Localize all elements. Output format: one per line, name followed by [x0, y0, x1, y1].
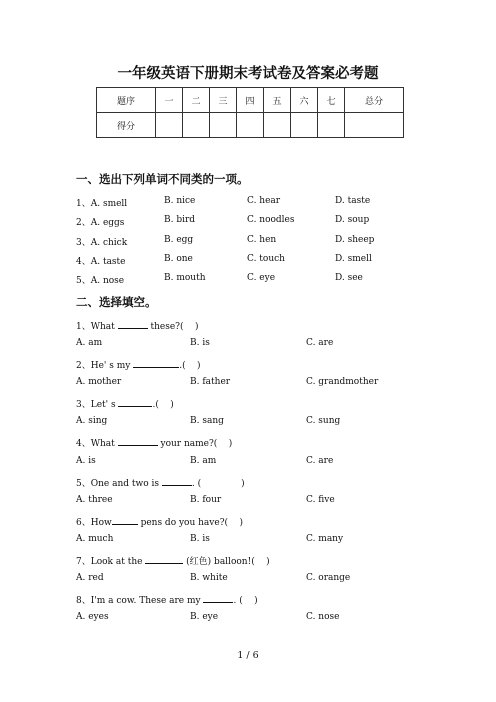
answer-blank [118, 320, 148, 329]
option-b: B. father [190, 377, 231, 387]
page-indicator: 1 / 6 [237, 650, 259, 661]
question-prefix: 8、I'm a cow. These are my [76, 596, 204, 606]
answer-blank [203, 594, 233, 603]
option-a: A. sing [76, 416, 108, 426]
option-c: C. touch [247, 254, 285, 264]
option-c: C. sung [306, 416, 341, 426]
question-prefix: 5、One and two is [76, 479, 162, 489]
score-table-header-cell: 四 [237, 88, 264, 113]
option-c: C. are [306, 456, 334, 466]
score-cell [264, 113, 291, 138]
option-d: D. smell [335, 254, 372, 264]
option-a: A. much [76, 534, 114, 544]
score-table-header-cell: 二 [183, 88, 210, 113]
score-cell [156, 113, 183, 138]
option-b: B. is [190, 338, 210, 348]
option-a: A. three [76, 495, 113, 505]
option-a: 3、A. chick [76, 238, 128, 248]
option-a: 2、A. eggs [76, 218, 125, 228]
question-suffix: pens do you have?( ) [137, 518, 243, 528]
answer-blank [118, 398, 152, 407]
option-d: D. taste [335, 196, 371, 206]
score-cell [318, 113, 345, 138]
answer-blank [133, 359, 179, 368]
question-prefix: 6、How [76, 518, 112, 528]
question-prefix: 3、Let' s [76, 400, 119, 410]
page-title: 一年级英语下册期末考试卷及答案必考题 [117, 66, 379, 82]
question-suffix: your name?( ) [157, 439, 233, 449]
answer-blank [145, 555, 183, 564]
question-text [76, 319, 198, 332]
score-table-header-cell: 七 [318, 88, 345, 113]
question-suffix: (红色) balloon!( ) [183, 557, 270, 567]
option-c: C. orange [306, 573, 351, 583]
section2-heading: 二、选择填空。 [76, 295, 157, 309]
option-d: D. soup [335, 215, 370, 225]
option-c: C. noodles [247, 215, 295, 225]
option-a: A. red [76, 573, 104, 583]
option-d: D. sheep [335, 235, 375, 245]
answer-blank [112, 516, 138, 525]
question-suffix: .( ) [179, 361, 201, 371]
score-cell [183, 113, 210, 138]
option-a: A. is [76, 456, 96, 466]
option-b: B. sang [190, 416, 224, 426]
score-table-header-cell: 总分 [345, 88, 404, 113]
score-table-header-cell: 三 [210, 88, 237, 113]
score-cell [237, 113, 264, 138]
option-a: 1、A. smell [76, 199, 128, 209]
answer-blank [118, 437, 158, 446]
question-prefix: 2、He' s my [76, 361, 134, 371]
score-cell [210, 113, 237, 138]
option-c: C. nose [306, 612, 340, 622]
option-b: B. white [190, 573, 228, 583]
option-a: 5、A. nose [76, 276, 125, 286]
question-suffix: .( ) [152, 400, 174, 410]
score-table [96, 87, 404, 138]
option-b: B. mouth [164, 273, 206, 283]
option-d: D. see [335, 273, 363, 283]
option-b: B. one [164, 254, 193, 264]
score-table-score-row [97, 113, 404, 138]
option-c: C. grandmother [306, 377, 379, 387]
score-cell [345, 113, 404, 138]
option-c: C. many [306, 534, 344, 544]
question-suffix: . ( ) [191, 479, 245, 489]
option-b: B. four [190, 495, 222, 505]
question-suffix: . ( ) [233, 596, 258, 606]
answer-blank [162, 477, 192, 486]
question-prefix: 1、What [76, 322, 118, 332]
score-table-header-cell: 题序 [97, 88, 156, 113]
question-text [76, 515, 243, 528]
question-text [76, 436, 232, 449]
question-text [76, 397, 174, 410]
option-a: A. eyes [76, 612, 109, 622]
option-a: A. am [76, 338, 103, 348]
option-b: B. egg [164, 235, 194, 245]
question-suffix: these?( ) [147, 322, 199, 332]
option-c: C. five [306, 495, 335, 505]
score-table-header-row [97, 88, 404, 113]
option-b: B. am [190, 456, 217, 466]
option-c: C. are [306, 338, 334, 348]
option-a: 4、A. taste [76, 257, 126, 267]
option-c: C. hen [247, 235, 277, 245]
question-text [76, 476, 245, 489]
option-a: A. mother [76, 377, 122, 387]
question-prefix: 4、What [76, 439, 118, 449]
section1-heading: 一、选出下列单词不同类的一项。 [76, 172, 249, 186]
score-cell [291, 113, 318, 138]
score-table-header-cell: 一 [156, 88, 183, 113]
option-b: B. is [190, 534, 210, 544]
score-table-header-cell: 五 [264, 88, 291, 113]
score-table-header-cell: 六 [291, 88, 318, 113]
question-text [76, 554, 270, 567]
option-b: B. eye [190, 612, 219, 622]
score-table-row-label: 得分 [97, 113, 156, 138]
question-text [76, 593, 258, 606]
question-prefix: 7、Look at the [76, 557, 146, 567]
option-c: C. hear [247, 196, 281, 206]
option-c: C. eye [247, 273, 276, 283]
option-b: B. bird [164, 215, 196, 225]
question-text [76, 358, 201, 371]
option-b: B. nice [164, 196, 196, 206]
